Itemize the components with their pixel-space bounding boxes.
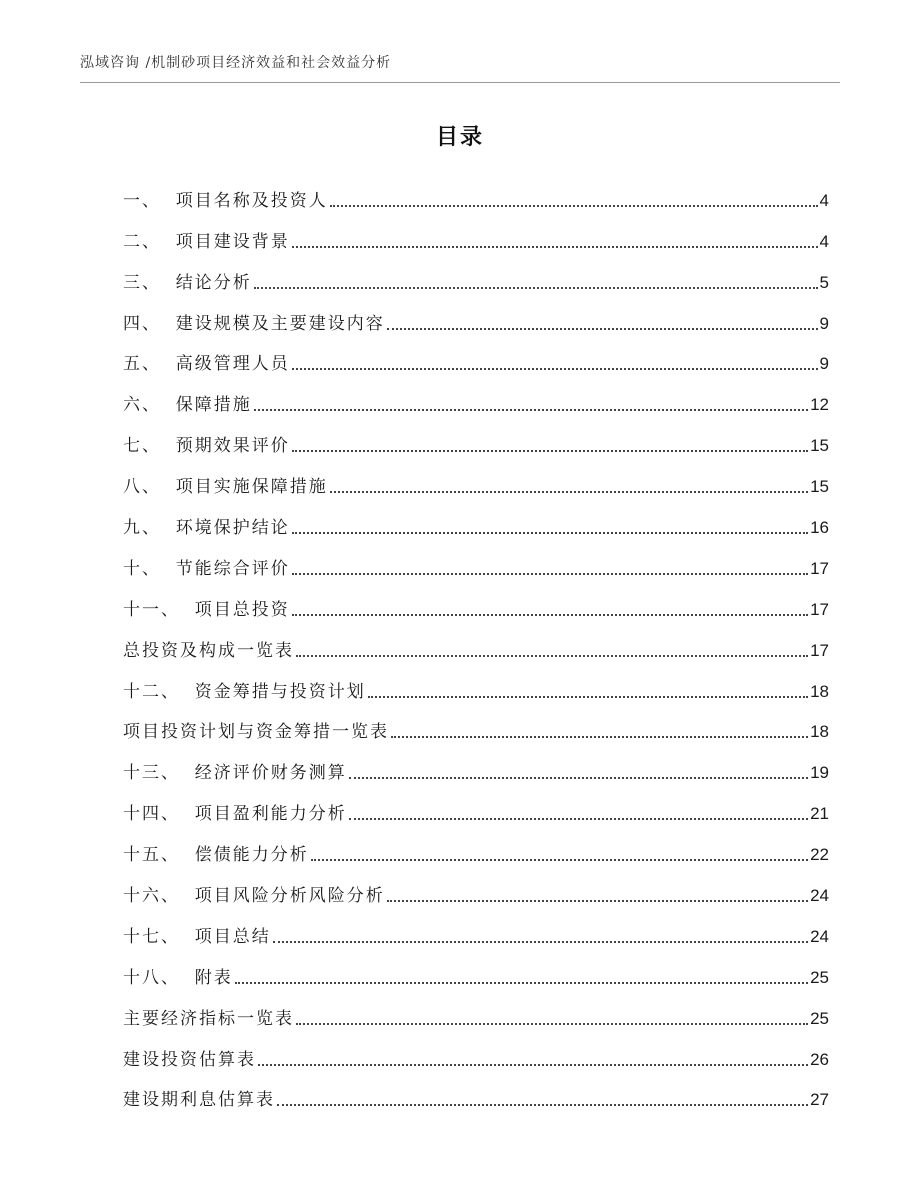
toc-entry[interactable] xyxy=(123,538,829,579)
toc-entry[interactable] xyxy=(123,170,829,211)
toc-entry-page-number[interactable]: 16 xyxy=(810,518,829,538)
toc-dot-leader xyxy=(387,328,818,330)
toc-entry-label[interactable]: 主要经济指标一览表 xyxy=(123,1008,294,1029)
toc-entry[interactable] xyxy=(123,211,829,252)
toc-dot-leader xyxy=(254,409,808,411)
running-header: 泓域咨询 /机制砂项目经济效益和社会效益分析 xyxy=(80,55,392,71)
toc-dot-leader xyxy=(235,982,808,984)
toc-entry-page-number[interactable]: 17 xyxy=(810,558,829,578)
toc-entry-label[interactable]: 九、 环境保护结论 xyxy=(123,518,290,539)
toc-entry-page-number[interactable]: 24 xyxy=(810,886,829,906)
toc-entry[interactable] xyxy=(123,252,829,293)
toc-dot-leader xyxy=(330,491,808,493)
toc-entry-label[interactable]: 四、 建设规模及主要建设内容 xyxy=(123,313,385,334)
toc-entry[interactable] xyxy=(123,1070,829,1111)
toc-entry[interactable] xyxy=(123,783,829,824)
toc-entry-page-number[interactable]: 22 xyxy=(810,845,829,865)
toc-entry-label[interactable]: 七、 预期效果评价 xyxy=(123,436,290,457)
toc-entry-page-number[interactable]: 27 xyxy=(810,1090,829,1110)
toc-dot-leader xyxy=(292,368,818,370)
toc-dot-leader xyxy=(258,1064,808,1066)
toc-dot-leader xyxy=(296,1023,808,1025)
toc-entry-page-number[interactable]: 19 xyxy=(810,763,829,783)
toc-entry[interactable] xyxy=(123,906,829,947)
toc-dot-leader xyxy=(349,777,808,779)
toc-entry-label[interactable]: 建设期利息估算表 xyxy=(123,1090,275,1111)
toc-entry[interactable] xyxy=(123,865,829,906)
toc-entry-page-number[interactable]: 17 xyxy=(810,599,829,619)
toc-entry-label[interactable]: 十三、 经济评价财务测算 xyxy=(123,763,347,784)
toc-entry[interactable] xyxy=(123,374,829,415)
toc-dot-leader xyxy=(387,900,808,902)
toc-entry-label[interactable]: 十、 节能综合评价 xyxy=(123,558,290,579)
toc-entry-label[interactable]: 三、 结论分析 xyxy=(123,272,252,293)
toc-entry-page-number[interactable]: 24 xyxy=(810,926,829,946)
toc-entry-label[interactable]: 十五、 偿债能力分析 xyxy=(123,845,309,866)
header-divider xyxy=(80,82,840,83)
toc-entry-page-number[interactable]: 25 xyxy=(810,967,829,987)
toc-entry[interactable] xyxy=(123,456,829,497)
toc-entry-label[interactable]: 十二、 资金筹措与投资计划 xyxy=(123,681,366,702)
toc-dot-leader xyxy=(311,859,808,861)
toc-entry[interactable] xyxy=(123,1029,829,1070)
toc-entry-page-number[interactable]: 5 xyxy=(819,272,829,292)
toc-entry-page-number[interactable]: 17 xyxy=(810,640,829,660)
toc-entry-page-number[interactable]: 4 xyxy=(819,231,829,251)
toc-entry[interactable] xyxy=(123,334,829,375)
toc-dot-leader xyxy=(330,205,818,207)
toc-title: 目录 xyxy=(435,125,484,150)
toc-dot-leader xyxy=(277,1104,808,1106)
toc-entry-page-number[interactable]: 9 xyxy=(819,354,829,374)
toc-entry[interactable] xyxy=(123,497,829,538)
toc-entry-page-number[interactable]: 25 xyxy=(810,1008,829,1028)
toc-dot-leader xyxy=(368,696,808,698)
toc-entry-label[interactable]: 十六、 项目风险分析风险分析 xyxy=(123,886,385,907)
toc-entry-page-number[interactable]: 12 xyxy=(810,395,829,415)
toc-entry[interactable] xyxy=(123,661,829,702)
toc-entry-page-number[interactable]: 9 xyxy=(819,313,829,333)
toc-entry[interactable] xyxy=(123,742,829,783)
toc-dot-leader xyxy=(254,287,818,289)
toc-entry-label[interactable]: 五、 高级管理人员 xyxy=(123,354,290,375)
toc-entry-label[interactable]: 建设投资估算表 xyxy=(123,1049,256,1070)
toc-entry[interactable] xyxy=(123,579,829,620)
toc-dot-leader xyxy=(349,818,808,820)
toc-dot-leader xyxy=(292,450,808,452)
toc-entry-label[interactable]: 六、 保障措施 xyxy=(123,395,252,416)
toc-entry-label[interactable]: 十七、 项目总结 xyxy=(123,926,271,947)
toc-dot-leader xyxy=(296,655,808,657)
toc-entry-label[interactable]: 二、 项目建设背景 xyxy=(123,231,290,252)
toc-entry-page-number[interactable]: 4 xyxy=(819,190,829,210)
toc-entry-label[interactable]: 八、 项目实施保障措施 xyxy=(123,477,328,498)
toc-entry[interactable] xyxy=(123,415,829,456)
toc-entry[interactable] xyxy=(123,702,829,743)
toc-entry-label[interactable]: 十一、 项目总投资 xyxy=(123,599,290,620)
toc-entry-page-number[interactable]: 18 xyxy=(810,722,829,742)
toc-entry-page-number[interactable]: 15 xyxy=(810,477,829,497)
toc-entry-label[interactable]: 总投资及构成一览表 xyxy=(123,640,294,661)
toc-dot-leader xyxy=(292,614,808,616)
toc-entry[interactable] xyxy=(123,620,829,661)
toc-dot-leader xyxy=(292,532,808,534)
toc-list xyxy=(123,170,829,1110)
toc-entry[interactable] xyxy=(123,824,829,865)
toc-entry-label[interactable]: 一、 项目名称及投资人 xyxy=(123,190,328,211)
toc-entry-label[interactable]: 项目投资计划与资金筹措一览表 xyxy=(123,722,389,743)
toc-dot-leader xyxy=(292,573,808,575)
toc-entry-label[interactable]: 十八、 附表 xyxy=(123,967,233,988)
toc-entry[interactable] xyxy=(123,947,829,988)
toc-entry-label[interactable]: 十四、 项目盈利能力分析 xyxy=(123,804,347,825)
toc-entry[interactable] xyxy=(123,293,829,334)
toc-entry-page-number[interactable]: 15 xyxy=(810,436,829,456)
toc-dot-leader xyxy=(273,941,808,943)
toc-entry-page-number[interactable]: 21 xyxy=(810,804,829,824)
toc-entry-page-number[interactable]: 26 xyxy=(810,1049,829,1069)
toc-entry-page-number[interactable]: 18 xyxy=(810,681,829,701)
toc-dot-leader xyxy=(292,246,818,248)
toc-entry[interactable] xyxy=(123,988,829,1029)
toc-dot-leader xyxy=(391,736,808,738)
